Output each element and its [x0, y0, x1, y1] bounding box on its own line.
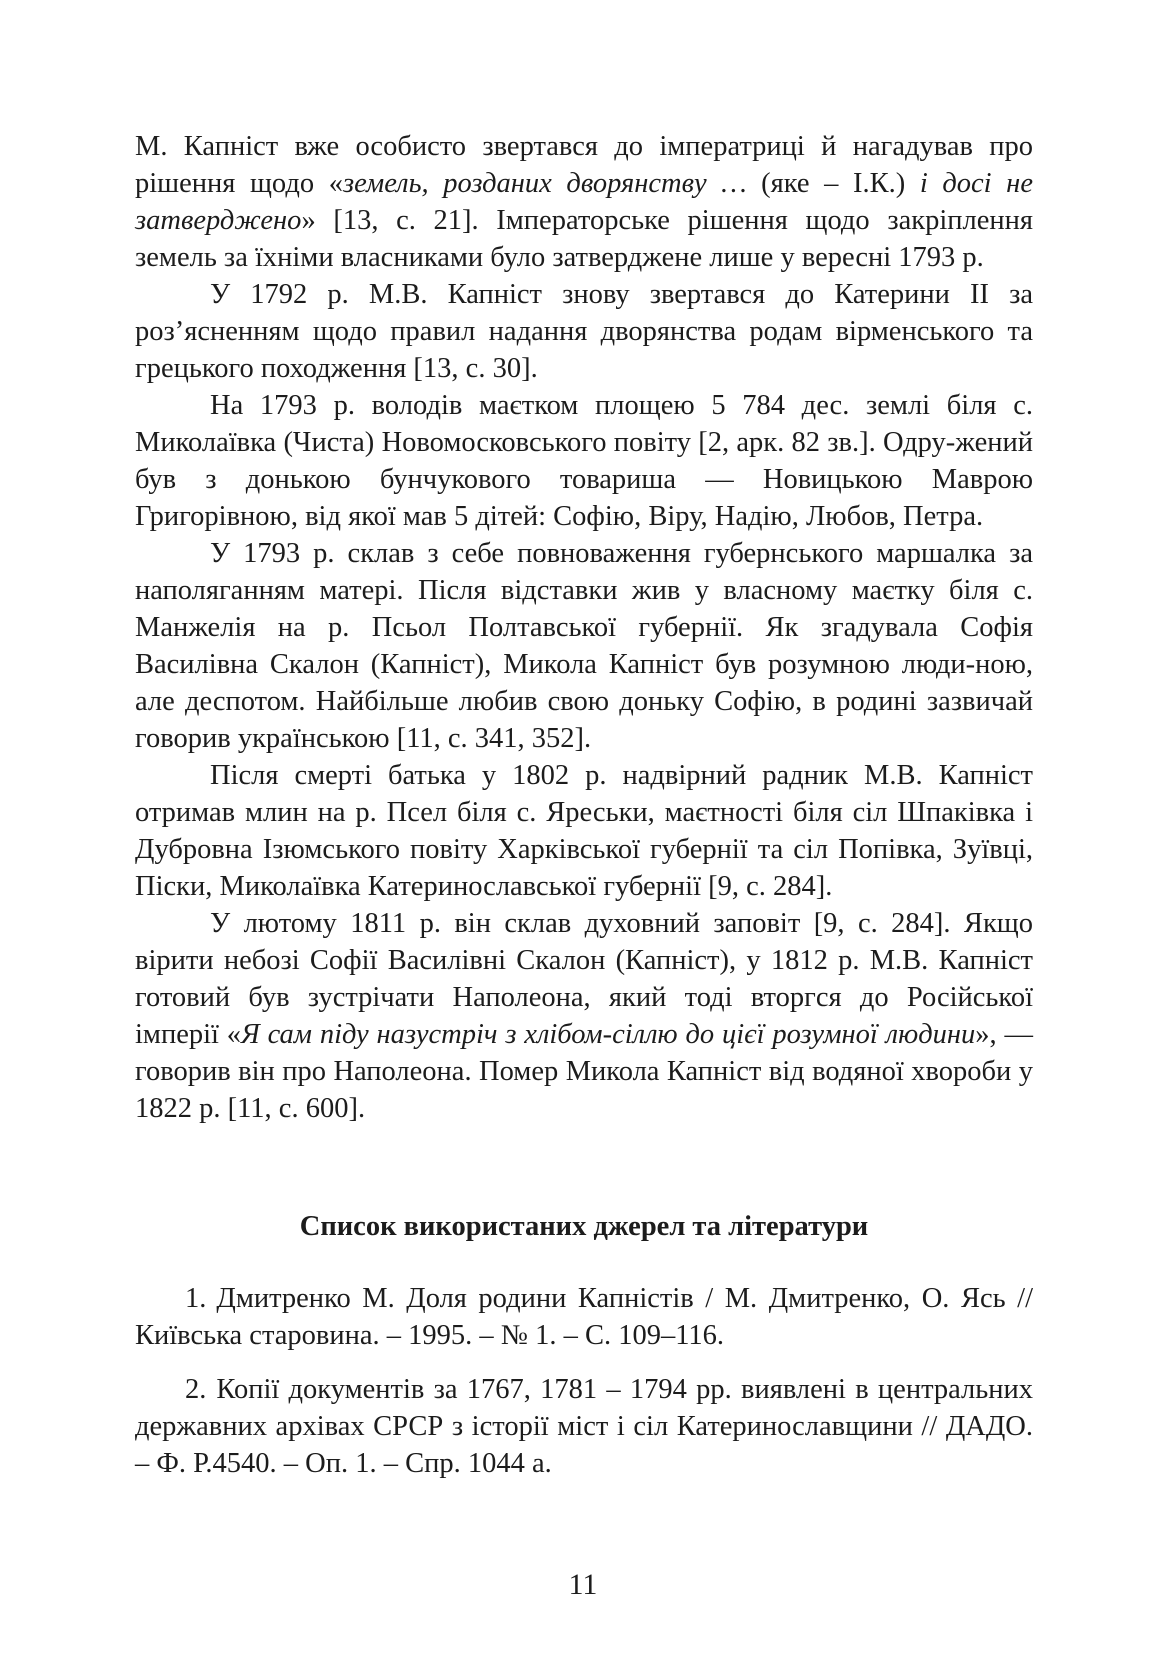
- reference-item: [135, 1371, 1033, 1482]
- text-run: Після смерті батька у 1802 р. надвірний радник М.В. Капніст отримав млин на р. Псел біля с. Яреськи, маєтності біля сіл Шпаківка і Дубровна Ізюмського повіту Харківської губернії та сіл Попівка, Зуївці, Піски, Миколаївка Катеринославської губернії [9, с. 284].: [135, 760, 1033, 902]
- text-run: » [13, с. 21]. Імператорське рішення щодо закріплення земель за їхніми власниками було затверджене лише у вересні 1793 р.: [135, 205, 1033, 273]
- reference-item: [135, 1280, 1033, 1354]
- body-text: [135, 128, 1033, 1127]
- text-run: На 1793 р. володів маєтком площею 5 784 дес. землі біля с. Миколаївка (Чиста) Новомосковського повіту [2, арк. 82 зв.]. Одру-жений був з донькою бунчукового товариша — Новицькою Маврою Григорівною, від якої мав 5 дітей: Софію, Віру, Надію, Любов, Петра.: [135, 390, 1033, 532]
- references-list: [135, 1280, 1033, 1499]
- text-run: У 1793 р. склав з себе повноваження губернського маршалка за наполяганням матері. Після відставки жив у власному маєтку біля с. Манжелія на р. Псьол Полтавської губернії. Як згадувала Софія Василівна Скалон (Капніст), Микола Капніст був розумною люди-ною, але деспотом. Найбільше любив свою доньку Софію, в родині зазвичай говорив українською [11, с. 341, 352].: [135, 538, 1033, 754]
- page-number: 11: [568, 1568, 598, 1601]
- references-heading: Список використаних джерел та літератури: [299, 1211, 869, 1242]
- italic-quote: земель, розданих дворянству …: [342, 168, 747, 199]
- paragraph: [135, 905, 1033, 1127]
- text-run: », — говорив він про Наполеона. Помер Микола Капніст від водяної хвороби у 1822 р. [11, с. 600].: [135, 1019, 1033, 1124]
- italic-quote: і досі не затверджено: [135, 168, 1033, 236]
- italic-quote: Я сам піду назустріч з хлібом-сіллю до цієї розумної людини: [241, 1019, 976, 1050]
- paragraph: [135, 535, 1033, 757]
- text-run: У 1792 р. М.В. Капніст знову звертався до Катерини ІІ за роз’ясненням щодо правил надання дворянства родам вірменського та грецького походження [13, с. 30].: [135, 279, 1033, 384]
- text-run: М. Капніст вже особисто звертався до імператриці й нагадував про рішення щодо «: [135, 131, 1033, 199]
- paragraph: [135, 128, 1033, 276]
- paragraph: [135, 276, 1033, 387]
- reference-text: Дмитренко М. Доля родини Капністів / М. Дмитренко, О. Ясь // Київська старовина. – 1995. – № 1. – С. 109–116.: [135, 1283, 1033, 1351]
- text-run: У лютому 1811 р. він склав духовний заповіт [9, с. 284]. Якщо вірити небозі Софії Василівні Скалон (Капніст), у 1812 р. М.В. Капніст готовий був зустрічати Наполеона, який тоді вторгся до Російської імперії «: [135, 908, 1033, 1050]
- reference-text: Копії документів за 1767, 1781 – 1794 рр. виявлені в центральних державних архівах СРСР з історії міст і сіл Катеринославщини // ДАДО. – Ф. Р.4540. – Оп. 1. – Спр. 1044 а.: [135, 1374, 1033, 1479]
- reference-number: 1.: [185, 1283, 207, 1314]
- paragraph: [135, 387, 1033, 535]
- reference-number: 2.: [185, 1374, 207, 1405]
- text-run: (яке – І.К.): [746, 168, 920, 199]
- paragraph: [135, 757, 1033, 905]
